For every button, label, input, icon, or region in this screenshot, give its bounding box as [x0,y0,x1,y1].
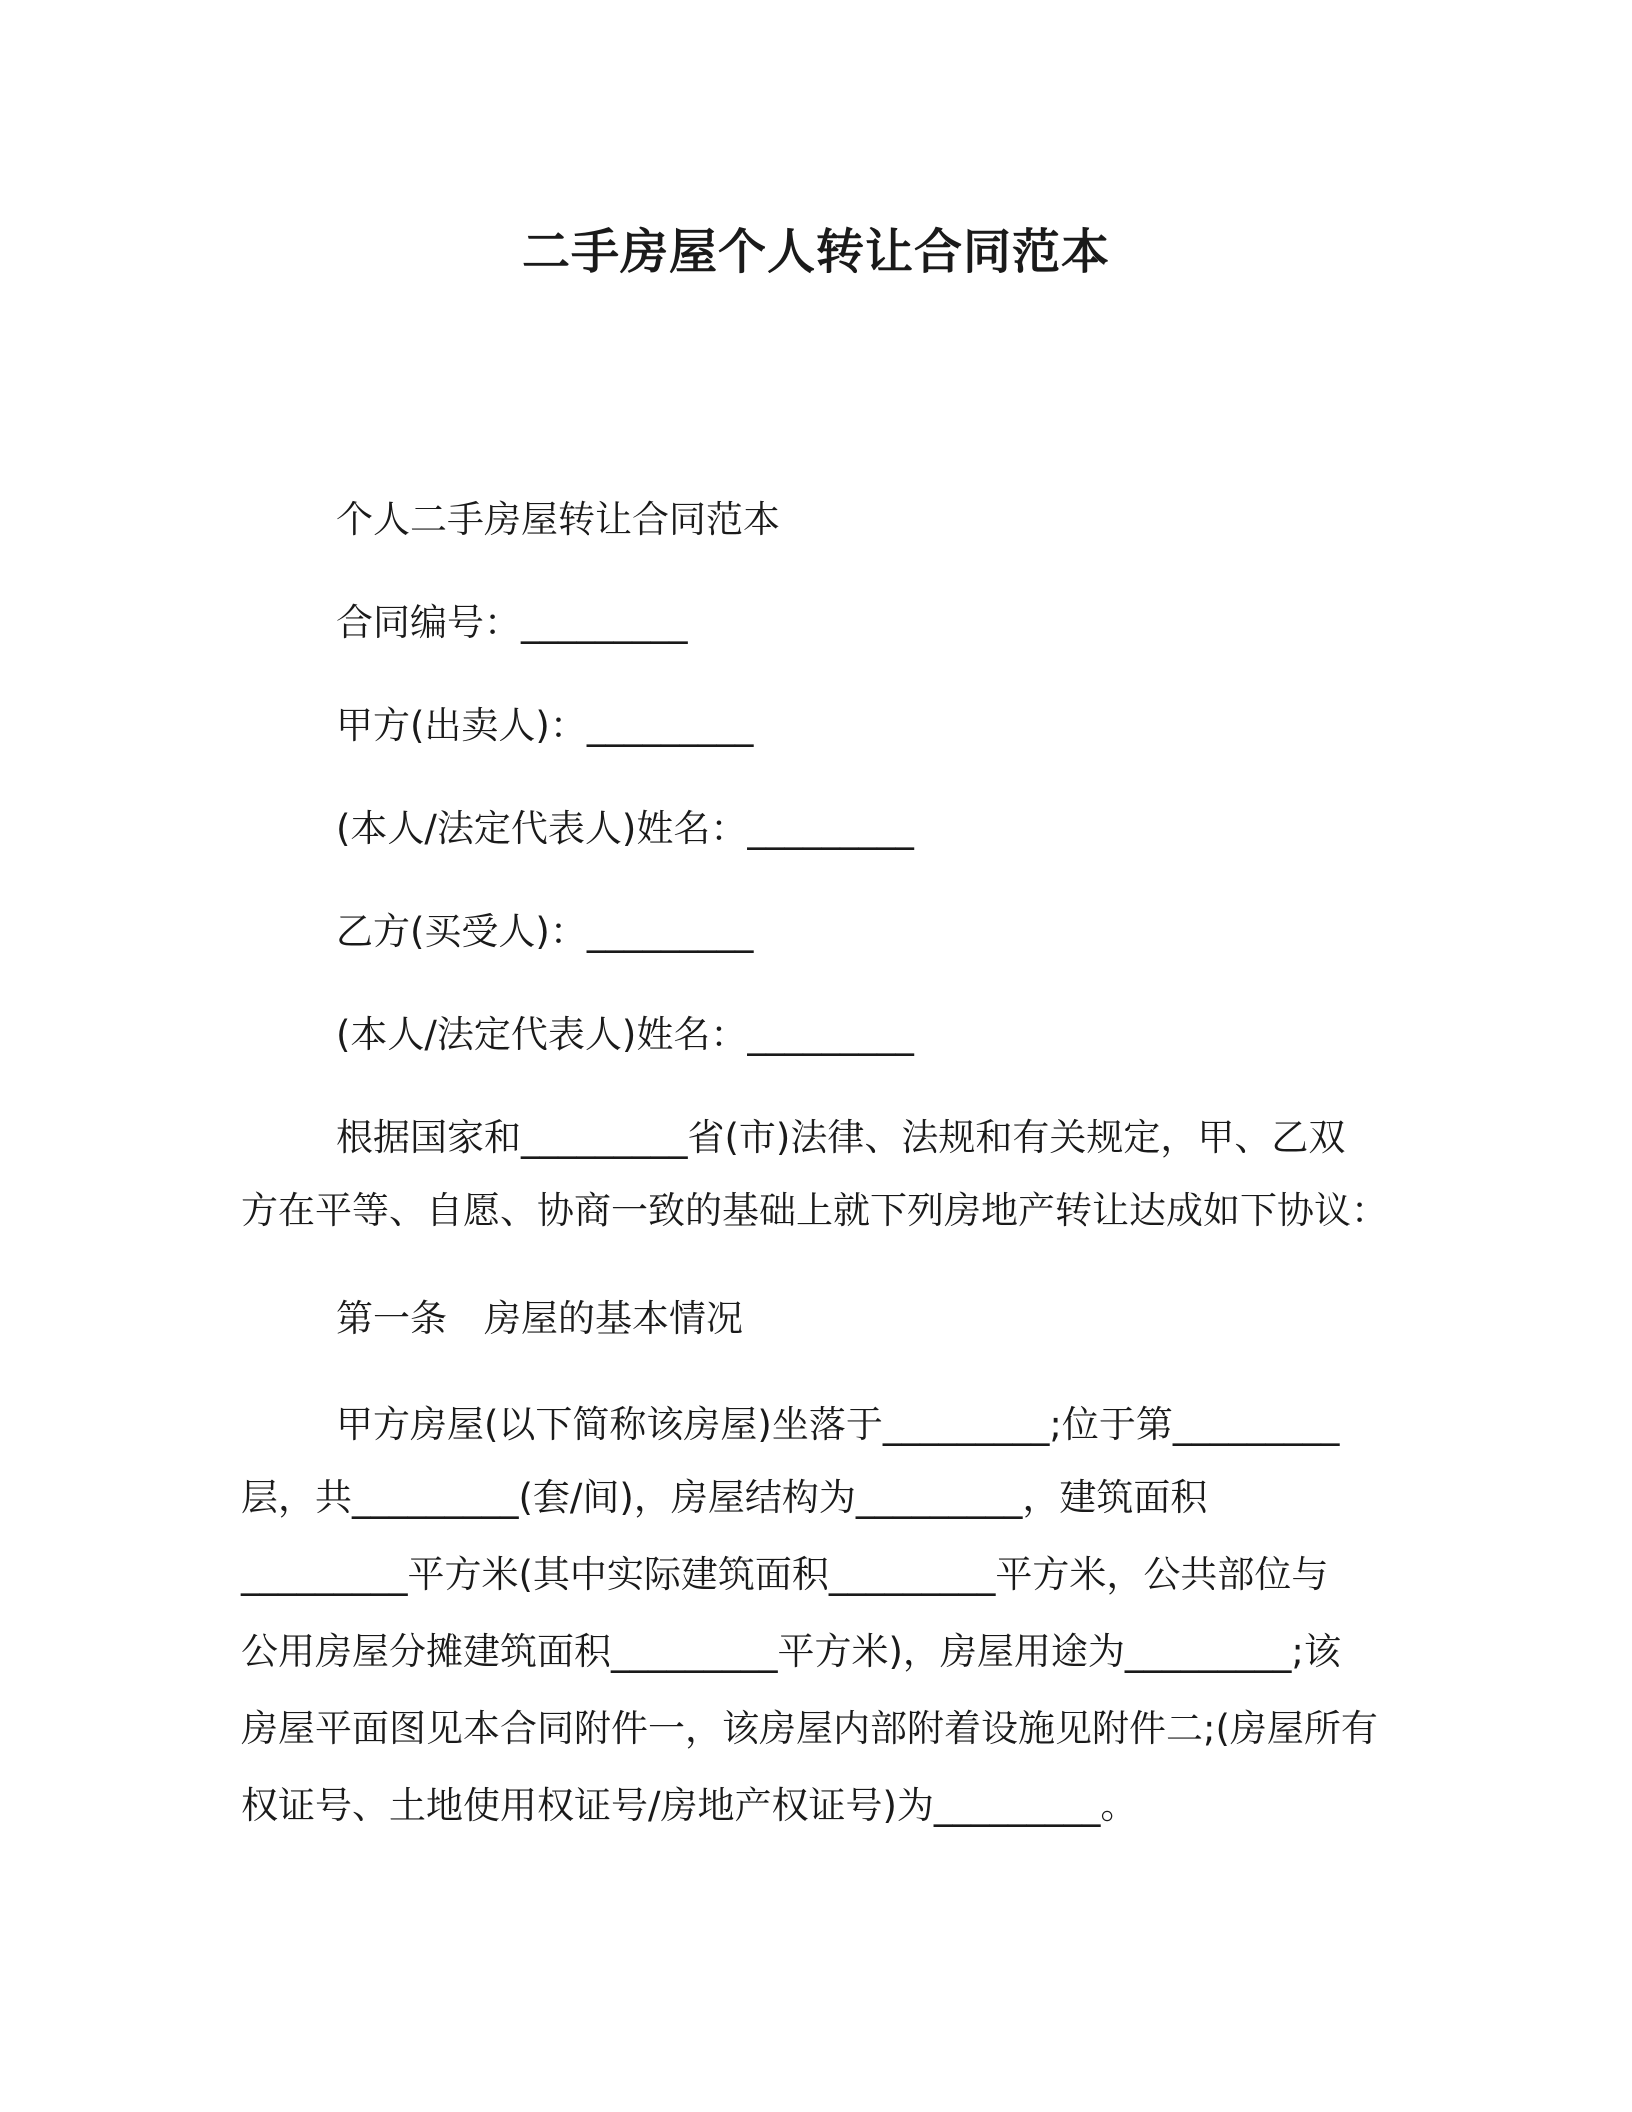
article-1-heading: 第一条 房屋的基本情况 [336,1297,743,1340]
article-1-line: 甲方房屋(以下简称该房屋)坐落于_________;位于第_________ [336,1403,1340,1446]
contract-number-field: 合同编号：_________ [336,601,688,644]
article-1-line: _________平方米(其中实际建筑面积_________平方米，公共部位与 [241,1553,1329,1596]
contract-subtitle: 个人二手房屋转让合同范本 [336,498,780,541]
article-1-paragraph [241,1401,1391,1830]
article-1-line: 层，共_________(套/间)，房屋结构为_________，建筑面积 [241,1476,1208,1519]
article-1-line: 权证号、土地使用权证号/房地产权证号)为_________。 [241,1784,1138,1827]
preamble-line: 根据国家和_________省(市)法律、法规和有关规定，甲、乙双 [336,1116,1346,1159]
party-a-field: 甲方(出卖人)：_________ [336,704,754,747]
preamble-paragraph [241,1114,1391,1235]
article-1-line: 公用房屋分摊建筑面积_________平方米)，房屋用途为_________;该 [241,1630,1341,1673]
party-b-field: 乙方(买受人)：_________ [336,910,754,953]
document-title: 二手房屋个人转让合同范本 [521,224,1110,280]
party-a-name-field: (本人/法定代表人)姓名：_________ [336,807,914,850]
party-b-name-field: (本人/法定代表人)姓名：_________ [336,1013,914,1056]
preamble-line: 方在平等、自愿、协商一致的基础上就下列房地产转让达成如下协议： [241,1189,1388,1232]
article-1-line: 房屋平面图见本合同附件一，该房屋内部附着设施见附件二;(房屋所有 [241,1707,1378,1750]
